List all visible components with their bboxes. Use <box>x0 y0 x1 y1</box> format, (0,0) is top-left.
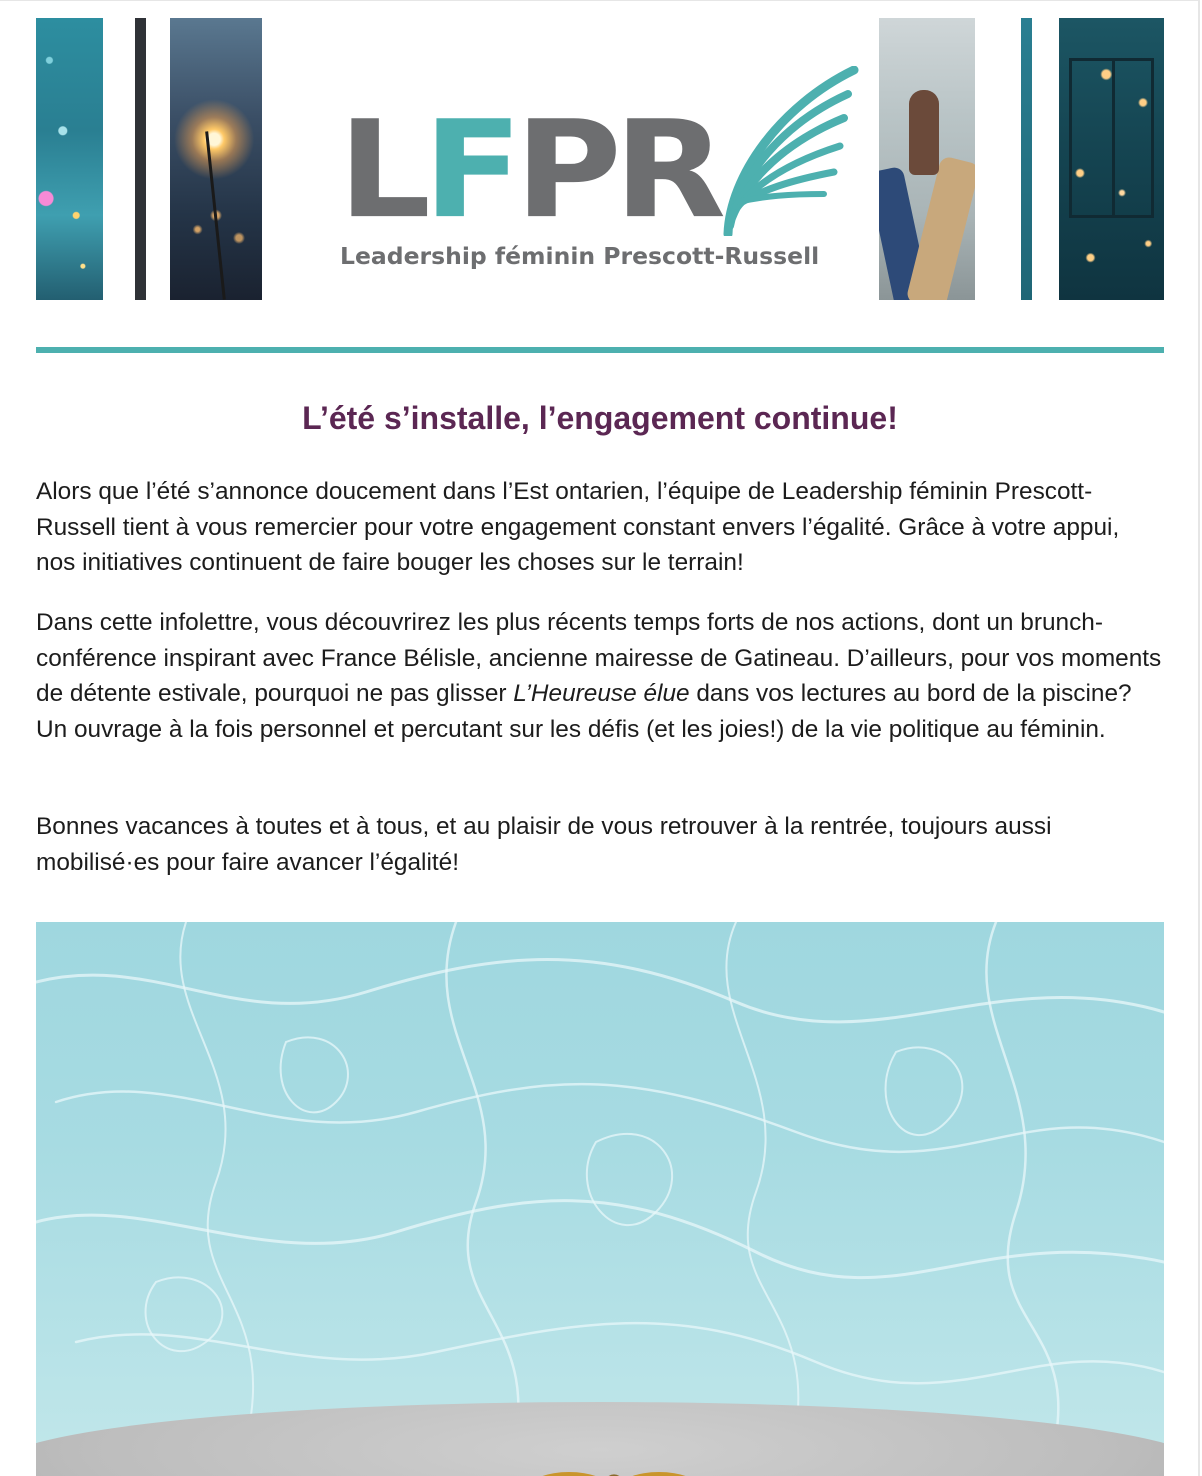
raised-hands-photo <box>879 18 975 300</box>
closing-paragraph: Bonnes vacances à toutes et à tous, et au plaisir de vous retrouver à la rentrée, toujours aussi mobilisé·es pour faire avancer l’égalité! <box>36 813 1052 876</box>
string-lights-photo <box>1059 18 1164 300</box>
header-banner <box>36 18 1164 300</box>
intro-paragraph: Alors que l’été s’annonce doucement dans l’Est ontarien, l’équipe de Leadership féminin Prescott-Russell tient à vous remercier pour votre engagement constant envers l’égalité. Grâce à votre appui, nos initiatives continuent de faire bouger les choses sur le terrain! <box>36 478 1120 576</box>
sparkler-photo <box>170 18 262 300</box>
water-caustics <box>36 922 1164 1476</box>
banner-divider-bar <box>1021 18 1032 300</box>
lfpr-logo <box>336 66 856 286</box>
wing-icon <box>720 66 860 236</box>
confetti-photo <box>36 18 103 300</box>
newsletter-paragraph <box>36 605 1164 747</box>
logo-letter-r: R <box>613 91 719 249</box>
book-title: L’Heureuse élue <box>513 680 690 707</box>
logo-tagline: Leadership féminin Prescott-Russell <box>340 242 820 270</box>
paragraph-text: Dans cette infolettre, vous découvrirez les plus récents temps forts de nos actions, dont un brunch-conférence inspirant avec France Bélisle, ancienne mairesse de Gatineau. D’ailleurs, pour vos moments de détente estivale, pourquoi ne pas glisser <box>36 609 1162 707</box>
logo-letters <box>338 91 719 249</box>
banner-divider-bar <box>135 18 146 300</box>
logo-letter-f: F <box>423 91 515 249</box>
pool-water-photo <box>36 922 1164 1476</box>
section-divider <box>36 347 1164 353</box>
newsletter-headline: L’été s’installe, l’engagement continue! <box>302 400 898 436</box>
logo-letter-l: L <box>338 91 424 249</box>
sunglasses-icon <box>514 1458 714 1476</box>
paragraph-text: dans vos lectures au bord de la piscine? Un ouvrage à la fois personnel et percutant sur les défis (et les joies!) de la vie politique au féminin. <box>36 680 1132 743</box>
logo-letter-p: P <box>514 91 614 249</box>
